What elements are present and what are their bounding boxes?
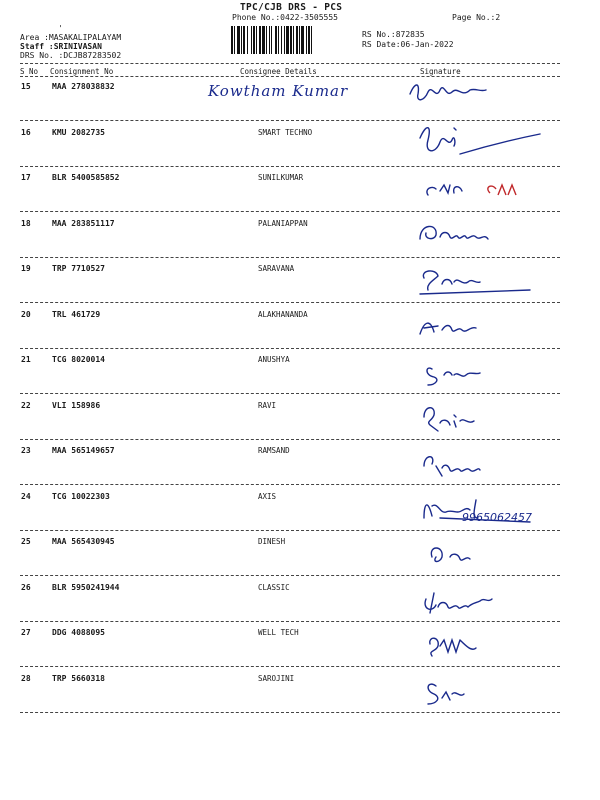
signature-image bbox=[380, 664, 580, 714]
row-consignment-no: TCG 10022303 bbox=[52, 491, 110, 501]
area-label: Area :MASAKALIPALAYAM bbox=[20, 33, 122, 42]
signature-image bbox=[380, 573, 580, 623]
row-divider bbox=[20, 712, 560, 713]
row-sno: 15 bbox=[21, 82, 31, 91]
row-sno: 23 bbox=[21, 446, 31, 455]
row-consignee-name: DINESH bbox=[258, 537, 286, 546]
row-consignment-no: DDG 4088095 bbox=[52, 628, 105, 637]
row-consignment-no: MAA 283851117 bbox=[52, 218, 115, 228]
row-consignment-no: TRP 5660318 bbox=[52, 673, 105, 683]
row-consignment-no: VLI 158986 bbox=[52, 400, 101, 410]
row-consignee-name: SUNILKUMAR bbox=[258, 173, 304, 182]
column-header-signature: Signature bbox=[420, 67, 461, 76]
row-consignment-no: BLR 5400585852 bbox=[52, 173, 120, 182]
sheet-title: TPC/CJB DRS - PCS bbox=[240, 2, 343, 13]
row-consignee-name: ANUSHYA bbox=[258, 355, 290, 364]
row-consignment-no: TRP 7710527 bbox=[52, 264, 105, 273]
signature-image bbox=[380, 72, 580, 122]
signature-image bbox=[380, 300, 580, 350]
row-sno: 24 bbox=[21, 491, 31, 501]
row-sno: 19 bbox=[21, 264, 31, 273]
handwritten-name: Kowtham Kumar bbox=[208, 82, 349, 100]
row-consignment-no: KMU 2082735 bbox=[52, 127, 105, 137]
staff-label: Staff :SRINIVASAN bbox=[20, 42, 102, 51]
column-header-details: Consignee Details bbox=[240, 67, 317, 76]
signature-image bbox=[380, 527, 580, 577]
signature-image bbox=[380, 391, 580, 441]
header-divider-top bbox=[20, 63, 560, 64]
row-consignment-no: BLR 5950241944 bbox=[52, 582, 120, 592]
row-consignment-no: MAA 565430945 bbox=[52, 537, 115, 546]
row-consignment-no: TCG 8020014 bbox=[52, 355, 105, 364]
barcode bbox=[230, 26, 356, 54]
row-sno: 27 bbox=[21, 628, 31, 637]
page-number: Page No.:2 bbox=[452, 13, 501, 22]
row-consignee-name: SMART TECHNO bbox=[258, 127, 313, 137]
row-sno: 16 bbox=[21, 127, 31, 137]
signature-image bbox=[380, 163, 580, 213]
row-consignee-name: AXIS bbox=[258, 491, 277, 501]
row-consignment-no: MAA 278038832 bbox=[52, 82, 115, 91]
handwritten-phone: 9965062457 bbox=[462, 511, 532, 524]
signature-image bbox=[380, 618, 580, 668]
drs-number: DRS No. :DCJB87283502 bbox=[20, 51, 122, 60]
row-sno: 26 bbox=[21, 582, 31, 592]
row-sno: 20 bbox=[21, 309, 31, 319]
row-consignment-no: TRL 461729 bbox=[52, 309, 101, 319]
signature-image bbox=[380, 209, 580, 259]
row-consignee-name: SARAVANA bbox=[258, 264, 295, 273]
row-sno: 21 bbox=[21, 355, 31, 364]
row-consignee-name: ALAKHANANDA bbox=[258, 309, 308, 319]
rs-date: RS Date:06-Jan-2022 bbox=[362, 40, 454, 49]
row-consignee-name: WELL TECH bbox=[258, 628, 299, 637]
rs-number: RS No.:872835 bbox=[362, 30, 425, 39]
row-consignee-name: SAROJINI bbox=[258, 673, 295, 683]
signature-image bbox=[380, 482, 580, 532]
row-consignee-name: RAMSAND bbox=[258, 446, 290, 455]
signature-image bbox=[380, 436, 580, 486]
column-header-sno: S No bbox=[20, 67, 39, 76]
tick-mark: ' bbox=[58, 24, 63, 33]
row-consignee-name: PALANIAPPAN bbox=[258, 218, 308, 228]
row-consignee-name: CLASSIC bbox=[258, 582, 290, 592]
row-consignee-name: RAVI bbox=[258, 400, 277, 410]
signature-image bbox=[380, 345, 580, 395]
row-sno: 22 bbox=[21, 400, 31, 410]
row-sno: 28 bbox=[21, 673, 31, 683]
row-consignment-no: MAA 565149657 bbox=[52, 446, 115, 455]
row-sno: 18 bbox=[21, 218, 31, 228]
column-header-consignment: Consignment No bbox=[50, 67, 114, 76]
phone-number: Phone No.:0422-3505555 bbox=[232, 13, 338, 22]
row-sno: 17 bbox=[21, 173, 31, 182]
signature-image bbox=[380, 118, 580, 168]
row-sno: 25 bbox=[21, 537, 31, 546]
signature-image bbox=[380, 254, 580, 304]
